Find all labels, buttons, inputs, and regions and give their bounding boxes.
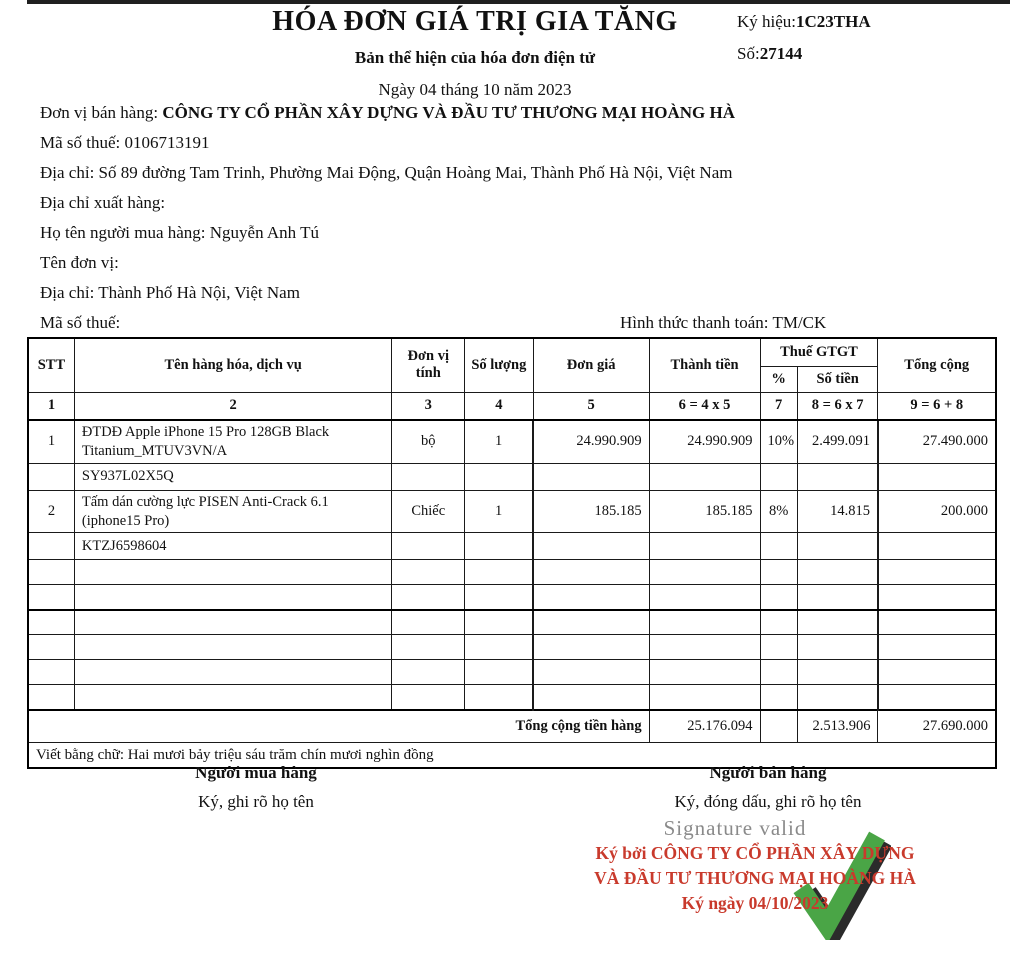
empty-cell xyxy=(392,610,465,635)
empty-row xyxy=(28,660,996,685)
col-header-vat-group: Thuế GTGT xyxy=(760,338,878,366)
invoice-subtitle: Bản thể hiện của hóa đơn điện tử xyxy=(354,48,596,67)
empty-cell xyxy=(392,635,465,660)
item-vat_amt-cell: 2.499.091 xyxy=(797,420,878,463)
col-header-total: Tổng cộng xyxy=(878,338,996,392)
party-info xyxy=(40,98,1000,338)
empty-cell xyxy=(649,560,760,585)
ship-address-label: Địa chỉ xuất hàng: xyxy=(40,193,166,212)
index-cell: 7 xyxy=(760,392,797,420)
payment-method xyxy=(620,308,826,338)
serial-qty-cell xyxy=(465,533,534,560)
empty-cell xyxy=(649,685,760,710)
item-amount-cell: 185.185 xyxy=(649,490,760,533)
col-header-qty: Số lượng xyxy=(465,338,534,392)
empty-cell xyxy=(465,610,534,635)
stamp-signer-line1: Ký bởi CÔNG TY CỔ PHẦN XÂY DỰNG xyxy=(595,843,915,863)
empty-cell xyxy=(533,585,649,610)
seller-tax-line xyxy=(40,128,1000,158)
serial-name-cell: SY937L02X5Q xyxy=(74,463,392,490)
digital-signature-stamp xyxy=(555,816,955,916)
empty-cell xyxy=(465,635,534,660)
totals-amount: 25.176.094 xyxy=(649,710,760,743)
index-cell: 2 xyxy=(74,392,392,420)
empty-cell xyxy=(392,585,465,610)
empty-cell xyxy=(28,635,74,660)
empty-cell xyxy=(760,610,797,635)
empty-cell xyxy=(465,560,534,585)
empty-cell xyxy=(649,585,760,610)
empty-cell xyxy=(28,610,74,635)
buyer-tax-line xyxy=(40,308,1000,338)
empty-cell xyxy=(28,660,74,685)
empty-cell xyxy=(533,660,649,685)
index-cell: 6 = 4 x 5 xyxy=(649,392,760,420)
empty-row xyxy=(28,685,996,710)
empty-cell xyxy=(74,635,392,660)
item-unit-cell: Chiếc xyxy=(392,490,465,533)
col-header-price: Đơn giá xyxy=(533,338,649,392)
buyer-name: Nguyễn Anh Tú xyxy=(209,223,320,242)
item-name-cell: ĐTDĐ Apple iPhone 15 Pro 128GB Black Titanium_MTUV3VN/A xyxy=(74,420,392,463)
seller-signature-block xyxy=(512,763,1024,812)
empty-cell xyxy=(28,685,74,710)
empty-cell xyxy=(797,660,878,685)
empty-cell xyxy=(878,685,996,710)
empty-cell xyxy=(74,585,392,610)
empty-cell xyxy=(28,560,74,585)
serial-vat_amt-cell xyxy=(797,533,878,560)
empty-cell xyxy=(392,685,465,710)
serial-stt-cell xyxy=(28,533,74,560)
item-total-cell: 27.490.000 xyxy=(878,420,996,463)
index-cell: 4 xyxy=(465,392,534,420)
empty-cell xyxy=(797,635,878,660)
seller-tax-code: 0106713191 xyxy=(124,133,210,152)
invoice-serial xyxy=(737,12,871,32)
serial-total-cell xyxy=(878,533,996,560)
buyer-address: Thành Phố Hà Nội, Việt Nam xyxy=(98,283,300,302)
buyer-name-line xyxy=(40,218,1000,248)
empty-cell xyxy=(797,585,878,610)
empty-cell xyxy=(28,585,74,610)
seller-name-label: Đơn vị bán hàng: xyxy=(40,103,163,122)
col-header-vat-pct: % xyxy=(760,366,797,392)
empty-cell xyxy=(649,635,760,660)
serial-unit-cell xyxy=(392,463,465,490)
serial-label: Ký hiệu: xyxy=(737,12,797,31)
empty-cell xyxy=(878,635,996,660)
empty-cell xyxy=(533,635,649,660)
number-label: Số: xyxy=(737,44,760,63)
buyer-signature-block xyxy=(0,763,512,812)
item-vat_pct-cell: 8% xyxy=(760,490,797,533)
totals-label: Tổng cộng tiền hàng xyxy=(28,710,649,743)
empty-cell xyxy=(878,585,996,610)
col-header-name: Tên hàng hóa, dịch vụ xyxy=(74,338,392,392)
serial-row xyxy=(28,463,996,490)
empty-cell xyxy=(797,610,878,635)
serial-amount-cell xyxy=(649,463,760,490)
item-vat_amt-cell: 14.815 xyxy=(797,490,878,533)
index-cell: 9 = 6 + 8 xyxy=(878,392,996,420)
empty-cell xyxy=(465,685,534,710)
col-header-stt: STT xyxy=(28,338,74,392)
ship-address-line xyxy=(40,188,1000,218)
item-unit-cell: bộ xyxy=(392,420,465,463)
payment-value: TM/CK xyxy=(772,313,827,332)
item-vat_pct-cell: 10% xyxy=(760,420,797,463)
item-stt-cell: 2 xyxy=(28,490,74,533)
col-header-unit: Đơn vị tính xyxy=(392,338,465,392)
serial-stt-cell xyxy=(28,463,74,490)
serial-total-cell xyxy=(878,463,996,490)
item-stt-cell: 1 xyxy=(28,420,74,463)
empty-cell xyxy=(392,660,465,685)
item-total-cell: 200.000 xyxy=(878,490,996,533)
empty-cell xyxy=(74,610,392,635)
empty-cell xyxy=(797,560,878,585)
page-title: HÓA ĐƠN GIÁ TRỊ GIA TĂNG xyxy=(272,6,678,37)
empty-cell xyxy=(760,685,797,710)
serial-row xyxy=(28,533,996,560)
buyer-address-line xyxy=(40,278,1000,308)
seller-name: CÔNG TY CỔ PHẦN XÂY DỰNG VÀ ĐẦU TƯ THƯƠNG MẠI HOÀNG HÀ xyxy=(162,103,735,122)
col-header-vat-amt: Số tiền xyxy=(797,366,878,392)
stamp-sign-date: Ký ngày 04/10/2023 xyxy=(681,892,829,913)
serial-vat_amt-cell xyxy=(797,463,878,490)
empty-cell xyxy=(74,560,392,585)
item-row xyxy=(28,490,996,533)
item-price-cell: 24.990.909 xyxy=(533,420,649,463)
empty-cell xyxy=(533,610,649,635)
buyer-signature-note: Ký, ghi rõ họ tên xyxy=(198,792,314,811)
serial-vat_pct-cell xyxy=(760,463,797,490)
line-items-table xyxy=(27,337,997,769)
empty-cell xyxy=(465,660,534,685)
serial-price-cell xyxy=(533,463,649,490)
serial-unit-cell xyxy=(392,533,465,560)
item-qty-cell: 1 xyxy=(465,490,534,533)
page-top-border xyxy=(27,0,1010,4)
index-cell: 1 xyxy=(28,392,74,420)
invoice-table-body xyxy=(28,420,996,710)
seller-address: Số 89 đường Tam Trinh, Phường Mai Động, Quận Hoàng Mai, Thành Phố Hà Nội, Việt Nam xyxy=(98,163,733,182)
item-amount-cell: 24.990.909 xyxy=(649,420,760,463)
serial-price-cell xyxy=(533,533,649,560)
seller-signature-note: Ký, đóng dấu, ghi rõ họ tên xyxy=(674,792,862,811)
signature-section xyxy=(0,763,1024,812)
buyer-company-line xyxy=(40,248,1000,278)
empty-cell xyxy=(760,660,797,685)
empty-cell xyxy=(74,660,392,685)
amount-in-words-label: Viết bằng chữ: xyxy=(36,746,128,763)
payment-label: Hình thức thanh toán: xyxy=(620,313,773,332)
buyer-company-label: Tên đơn vị: xyxy=(40,253,119,272)
index-cell: 3 xyxy=(392,392,465,420)
item-price-cell: 185.185 xyxy=(533,490,649,533)
signature-valid-text: Signature valid xyxy=(663,816,807,840)
empty-row xyxy=(28,585,996,610)
empty-cell xyxy=(878,560,996,585)
col-header-amount: Thành tiền xyxy=(649,338,760,392)
empty-cell xyxy=(392,560,465,585)
totals-vat-amount: 2.513.906 xyxy=(797,710,878,743)
empty-cell xyxy=(760,635,797,660)
serial-qty-cell xyxy=(465,463,534,490)
totals-grand-total: 27.690.000 xyxy=(878,710,996,743)
totals-vat-pct xyxy=(760,710,797,743)
empty-cell xyxy=(760,585,797,610)
buyer-signature-title: Người mua hàng xyxy=(195,763,317,782)
invoice-date: Ngày 04 tháng 10 năm 2023 xyxy=(378,80,572,99)
empty-cell xyxy=(649,610,760,635)
index-cell: 8 = 6 x 7 xyxy=(797,392,878,420)
stamp-signer-line2: VÀ ĐẦU TƯ THƯƠNG MẠI HOÀNG HÀ xyxy=(594,867,916,888)
table-header-row xyxy=(28,338,996,366)
item-row xyxy=(28,420,996,463)
empty-cell xyxy=(878,660,996,685)
empty-cell xyxy=(465,585,534,610)
invoice-meta xyxy=(737,12,871,76)
empty-cell xyxy=(533,560,649,585)
empty-cell xyxy=(649,660,760,685)
seller-tax-label: Mã số thuế: xyxy=(40,133,125,152)
serial-value: 1C23THA xyxy=(796,12,871,31)
item-name-cell: Tấm dán cường lực PISEN Anti-Crack 6.1 (iphone15 Pro) xyxy=(74,490,392,533)
empty-cell xyxy=(74,685,392,710)
empty-row xyxy=(28,610,996,635)
seller-name-line xyxy=(40,98,1000,128)
serial-name-cell: KTZJ6598604 xyxy=(74,533,392,560)
empty-row xyxy=(28,635,996,660)
buyer-name-label: Họ tên người mua hàng: xyxy=(40,223,210,242)
empty-cell xyxy=(797,685,878,710)
serial-amount-cell xyxy=(649,533,760,560)
column-index-row xyxy=(28,392,996,420)
empty-cell xyxy=(878,610,996,635)
buyer-tax-label: Mã số thuế: xyxy=(40,313,121,332)
totals-row xyxy=(28,710,996,743)
empty-row xyxy=(28,560,996,585)
serial-vat_pct-cell xyxy=(760,533,797,560)
empty-cell xyxy=(760,560,797,585)
buyer-address-label: Địa chỉ: xyxy=(40,283,99,302)
seller-address-label: Địa chỉ: xyxy=(40,163,99,182)
stamp-text xyxy=(555,816,955,916)
invoice-number xyxy=(737,44,871,64)
empty-cell xyxy=(533,685,649,710)
seller-signature-title: Người bán hàng xyxy=(709,763,827,782)
seller-address-line xyxy=(40,158,1000,188)
amount-in-words: Hai mươi bảy triệu sáu trăm chín mươi nghìn đồng xyxy=(127,746,434,763)
index-cell: 5 xyxy=(533,392,649,420)
number-value: 27144 xyxy=(759,44,803,63)
item-qty-cell: 1 xyxy=(465,420,534,463)
